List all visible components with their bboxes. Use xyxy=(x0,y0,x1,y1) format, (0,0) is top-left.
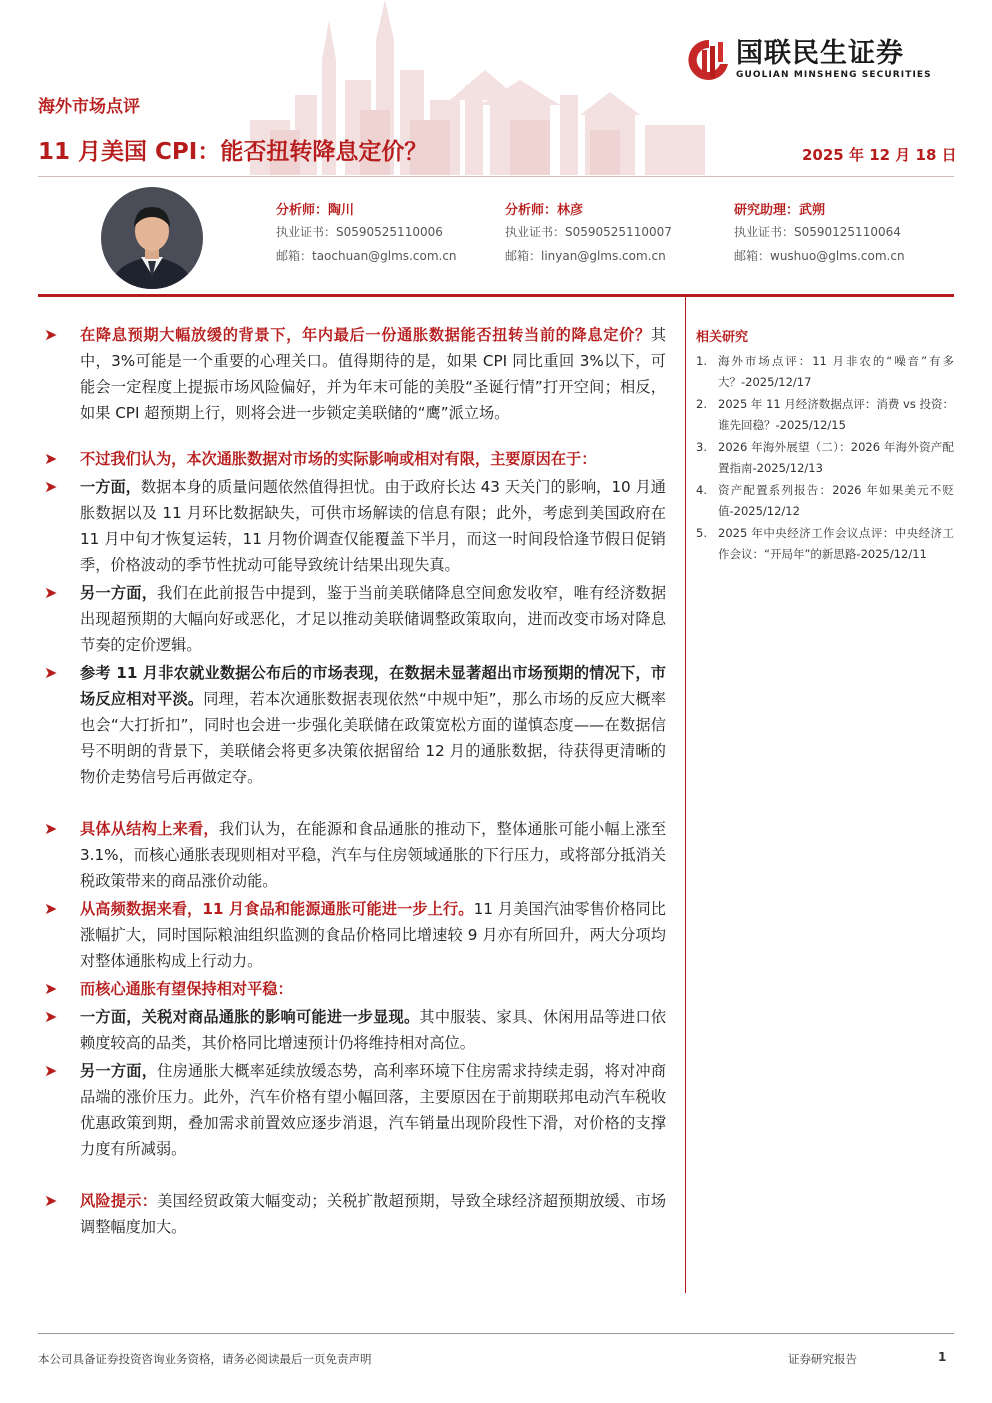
body-paragraph xyxy=(44,580,666,658)
paragraph-text: 其中，3%可能是一个重要的心理关口。值得期待的是，如果 CPI 同比重回 3%以下，可能会一定程度上提振市场风险偏好，并为年末可能的美股“圣诞行情”打开空间；相反，如果 CPI 超预期上行，则将会进一步锁定美联储的“鹰”派立场。 xyxy=(80,326,666,422)
analyst-license: 执业证书：S0590525110006 xyxy=(276,225,443,239)
logo-name-cn: 国联民生证券 xyxy=(736,38,904,69)
body-paragraph xyxy=(44,1004,666,1056)
arrow-bullet-icon: ➤ xyxy=(44,979,58,998)
analyst-email[interactable]: 邮箱：taochuan@glms.com.cn xyxy=(276,249,457,263)
paragraph-text: 11 月美国汽油零售价格同比涨幅扩大，同时国际粮油组织监测的食品价格同比增速较 9 月亦有所回升，两大分项均对整体通胀构成上行动力。 xyxy=(80,900,666,970)
header-divider xyxy=(38,294,954,297)
company-logo xyxy=(688,38,932,82)
analyst-email[interactable]: 邮箱：wushuo@glms.com.cn xyxy=(734,249,905,263)
body-paragraph xyxy=(44,896,666,974)
paragraph-text: 美国经贸政策大幅变动；关税扩散超预期，导致全球经济超预期放缓、市场调整幅度加大。 xyxy=(80,1192,667,1236)
item-number: 5. xyxy=(696,526,707,540)
paragraph-emphasis: 一方面，关税对商品通胀的影响可能进一步显现。 xyxy=(80,1008,420,1026)
arrow-bullet-icon: ➤ xyxy=(44,1007,58,1026)
page-number: 1 xyxy=(938,1350,947,1364)
analyst-card xyxy=(276,202,457,268)
title-divider xyxy=(38,176,954,177)
analyst-name: 分析师：陶川 xyxy=(276,203,355,218)
column-divider xyxy=(685,297,686,1293)
arrow-bullet-icon: ➤ xyxy=(44,583,58,602)
analyst-card xyxy=(505,202,672,268)
related-research-item[interactable] xyxy=(696,523,954,565)
related-research-item[interactable] xyxy=(696,394,954,436)
body-paragraph xyxy=(44,322,666,426)
item-text: 海外市场点评：11 月非农的“噪音”有多大？-2025/12/17 xyxy=(718,354,954,389)
paragraph-lead: 具体从结构上来看， xyxy=(80,820,219,838)
paragraph-lead: 在降息预期大幅放缓的背景下，年内最后一份通胀数据能否扭转当前的降息定价？ xyxy=(80,326,651,344)
item-number: 3. xyxy=(696,440,707,454)
body-paragraph xyxy=(44,474,666,578)
report-title: 11 月美国 CPI：能否扭转降息定价？ xyxy=(38,139,428,165)
paragraph-text: 数据本身的质量问题依然值得担忧。由于政府长达 43 天关门的影响，10 月通胀数据以及 11 月环比数据缺失，可供市场解读的信息有限；此外，考虑到美国政府在 11 月中旬才恢复运转，11 月物价调查仅能覆盖下半月，而这一时间段恰逢节假日促销季，价格波动的季节性扰动可能导致统计结果出现失真。 xyxy=(80,478,666,574)
arrow-bullet-icon: ➤ xyxy=(44,449,58,468)
paragraph-emphasis: 参考 11 月非农就业数据公布后的市场表现，在数据未显著超出市场预期的情况下，市场反应相对平淡。 xyxy=(80,664,666,708)
item-number: 1. xyxy=(696,354,707,368)
related-research xyxy=(696,326,954,566)
arrow-bullet-icon: ➤ xyxy=(44,1061,58,1080)
logo-emblem-icon xyxy=(688,38,730,82)
paragraph-text: 住房通胀大概率延续放缓态势，高利率环境下住房需求持续走弱，将对冲商品端的涨价压力。此外，汽车价格有望小幅回落，主要原因在于前期联邦电动汽车税收优惠政策到期，叠加需求前置效应逐步消退，汽车销量出现阶段性下滑，对价格的支撑力度有所减弱。 xyxy=(80,1062,667,1158)
item-text: 2025 年中央经济工作会议点评：中央经济工作会议：“开局年”的新思路-2025/12/11 xyxy=(718,526,954,561)
analyst-name: 研究助理：武朔 xyxy=(734,203,826,218)
arrow-bullet-icon: ➤ xyxy=(44,477,58,496)
body-paragraph xyxy=(44,1058,666,1162)
paragraph-text: 其中服装、家具、休闲用品等进口依赖度较高的品类，其价格同比增速预计仍将维持相对高位。 xyxy=(80,1008,667,1052)
footer-disclaimer: 本公司具备证券投资咨询业务资格，请务必阅读最后一页免责声明 xyxy=(38,1352,372,1366)
paragraph-lead: 从高频数据来看，11 月食品和能源通胀可能进一步上行。 xyxy=(80,900,474,918)
report-body xyxy=(44,322,666,1240)
related-research-item[interactable] xyxy=(696,437,954,479)
body-paragraph xyxy=(44,446,666,472)
paragraph-text: 我们认为，在能源和食品通胀的推动下，整体通胀可能小幅上涨至 3.1%，而核心通胀表现则相对平稳，汽车与住房领域通胀的下行压力，或将部分抵消关税政策带来的商品涨价动能。 xyxy=(80,820,667,890)
paragraph-text: 我们在此前报告中提到，鉴于当前美联储降息空间愈发收窄，唯有经济数据出现超预期的大幅向好或恶化，才足以推动美联储调整政策取向，进而改变市场对降息节奏的定价逻辑。 xyxy=(80,584,667,654)
analyst-card xyxy=(734,202,905,268)
body-paragraph xyxy=(44,660,666,790)
footer-report-type: 证券研究报告 xyxy=(788,1352,857,1366)
analyst-email[interactable]: 邮箱：linyan@glms.com.cn xyxy=(505,249,666,263)
item-text: 资产配置系列报告：2026 年如果美元不贬值-2025/12/12 xyxy=(718,483,954,518)
paragraph-emphasis: 另一方面， xyxy=(80,584,158,602)
footer-divider xyxy=(38,1333,954,1334)
analyst-avatar xyxy=(101,187,203,289)
analyst-license: 执业证书：S0590525110007 xyxy=(505,225,672,239)
paragraph-text: 同理，若本次通胀数据表现依然“中规中矩”，那么市场的反应大概率也会“大打折扣”，同时也会进一步强化美联储在政策宽松方面的谨慎态度——在数据信号不明朗的背景下，美联储会将更多决策依据留给 12 月的通胀数据，待获得更清晰的物价走势信号后再做定夺。 xyxy=(80,690,666,786)
related-research-item[interactable] xyxy=(696,480,954,522)
paragraph-emphasis: 一方面， xyxy=(80,478,141,496)
paragraph-lead: 不过我们认为，本次通胀数据对市场的实际影响或相对有限，主要原因在于： xyxy=(80,450,597,468)
analyst-license: 执业证书：S0590125110064 xyxy=(734,225,901,239)
item-number: 2. xyxy=(696,397,707,411)
report-date: 2025 年 12 月 18 日 xyxy=(802,146,957,164)
logo-name-en: GUOLIAN MINSHENG SECURITIES xyxy=(736,70,932,80)
body-paragraph xyxy=(44,1188,666,1240)
arrow-bullet-icon: ➤ xyxy=(44,899,58,918)
paragraph-lead: 风险提示： xyxy=(80,1192,158,1210)
arrow-bullet-icon: ➤ xyxy=(44,1191,58,1210)
item-number: 4. xyxy=(696,483,707,497)
analyst-name: 分析师：林彦 xyxy=(505,203,584,218)
item-text: 2025 年 11 月经济数据点评：消费 vs 投资：谁先回稳？-2025/12/15 xyxy=(718,397,954,432)
body-paragraph xyxy=(44,816,666,894)
paragraph-lead: 而核心通胀有望保持相对平稳： xyxy=(80,980,293,998)
item-text: 2026 年海外展望（二）：2026 年海外资产配置指南-2025/12/13 xyxy=(718,440,954,475)
body-paragraph xyxy=(44,976,666,1002)
related-research-title: 相关研究 xyxy=(696,330,749,345)
paragraph-emphasis: 另一方面， xyxy=(80,1062,158,1080)
arrow-bullet-icon: ➤ xyxy=(44,819,58,838)
report-category: 海外市场点评 xyxy=(38,97,140,117)
arrow-bullet-icon: ➤ xyxy=(44,663,58,682)
related-research-item[interactable] xyxy=(696,351,954,393)
arrow-bullet-icon: ➤ xyxy=(44,325,58,344)
